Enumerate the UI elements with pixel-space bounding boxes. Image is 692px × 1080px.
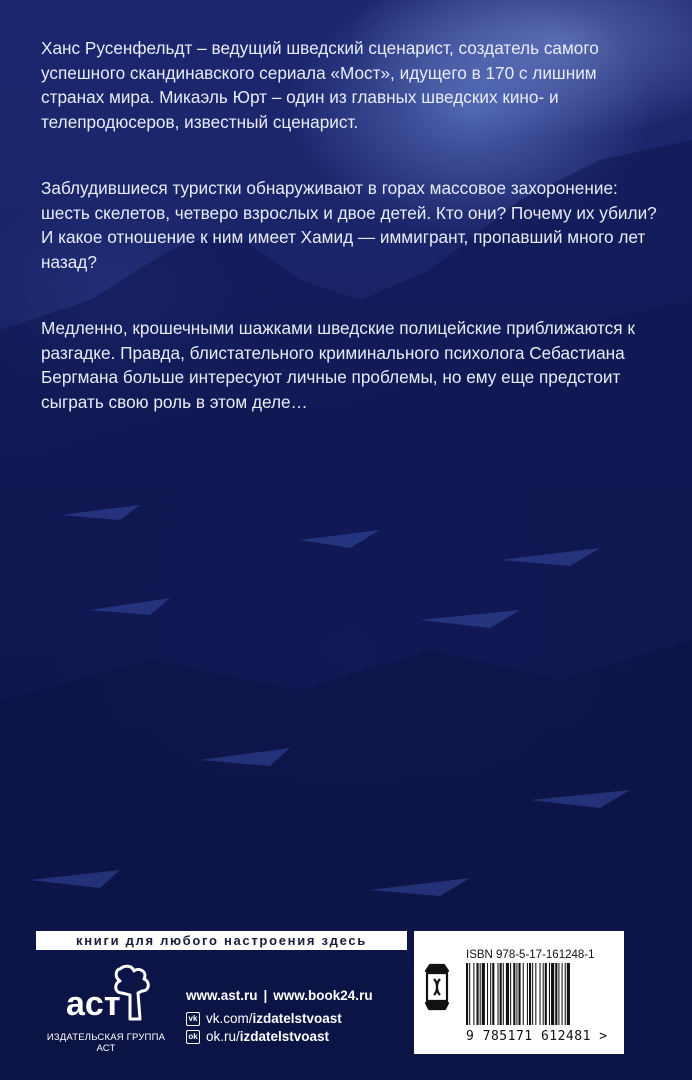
ok-link[interactable] (186, 1029, 329, 1044)
vk-handle: izdatelstvoast (252, 1011, 342, 1026)
barcode-bar (469, 963, 470, 1025)
book24-website-link[interactable]: www.book24.ru (273, 988, 373, 1003)
barcode-bar (510, 963, 511, 1025)
barcode-bar (466, 963, 468, 1025)
ast-website-link[interactable]: www.ast.ru (186, 988, 258, 1003)
ast-logo-icon (52, 963, 172, 1023)
barcode-bar (492, 963, 494, 1025)
barcode-bar (480, 963, 481, 1025)
barcode-bar (551, 963, 554, 1025)
vk-link[interactable] (186, 1011, 342, 1026)
barcode-bar (519, 963, 521, 1025)
barcode-bar (529, 963, 531, 1025)
barcode-bar (567, 963, 570, 1025)
barcode-bar (545, 963, 547, 1025)
barcode-bar (565, 963, 566, 1025)
barcode-bar (527, 963, 528, 1025)
logo-text: аст (66, 985, 121, 1023)
plot-summary-text: Заблудившиеся туристки обнаруживают в горах массовое захоронение: шесть скелетов, четверо взрослых и двое детей. Кто они? Почему их убили? И какое отношение к ним имеет Хамид — иммигрант, пропавший много лет назад? (41, 178, 657, 272)
barcode-bar (498, 963, 499, 1025)
barcode-bar (477, 963, 479, 1025)
barcode-bar (473, 963, 474, 1025)
plot-teaser-text: Медленно, крошечными шажками шведские полицейские приближаются к разгадке. Правда, блистательного криминального психолога Себастиана Бергмана больше интересуют личные проблемы, но ему еще предстоит сыграть свою роль в этом деле… (41, 318, 635, 412)
slogan-banner: книги для любого настроения здесь (36, 931, 407, 950)
link-separator: | (263, 988, 268, 1003)
vk-prefix: vk.com/ (206, 1011, 253, 1026)
web-links (186, 988, 373, 1003)
plot-teaser (41, 316, 661, 414)
lantern-icon (420, 961, 454, 1013)
barcode-bar (549, 963, 550, 1025)
barcode-bar (500, 963, 502, 1025)
barcode-bar (503, 963, 504, 1025)
barcode-bar (543, 963, 544, 1025)
ok-icon: ok (186, 1030, 200, 1044)
barcode-bar (482, 963, 485, 1025)
isbn-number: ISBN 978-5-17-161248-1 (466, 949, 595, 961)
barcode-bar (516, 963, 517, 1025)
barcode-bar (523, 963, 524, 1025)
barcode-bars (464, 963, 614, 1027)
ok-prefix: ok.ru/ (206, 1029, 240, 1044)
vk-icon: vk (186, 1012, 200, 1026)
barcode-bar (555, 963, 557, 1025)
barcode-bar (558, 963, 559, 1025)
barcode-bar (506, 963, 509, 1025)
barcode-bar (532, 963, 533, 1025)
barcode-bar (535, 963, 536, 1025)
author-bio (41, 36, 661, 134)
ok-handle: izdatelstvoast (239, 1029, 330, 1044)
barcode-bar (562, 963, 563, 1025)
publisher-name: ИЗДАТЕЛЬСКАЯ ГРУППА АСТ (46, 1032, 166, 1054)
author-bio-text: Ханс Русенфельдт – ведущий шведский сценарист, создатель самого успешного скандинавского сериала «Мост», идущего в 170 с лишним странах мира. Микаэль Юрт – один из главных шведских кино- и телепродюсеров, известный сценарист. (41, 38, 599, 132)
barcode-panel (414, 931, 624, 1054)
barcode-bar (513, 963, 515, 1025)
barcode-bar (490, 963, 491, 1025)
plot-summary (41, 176, 661, 274)
ean-digits: 9 785171 612481 > (466, 1029, 608, 1044)
barcode-bar (540, 963, 541, 1025)
barcode-bar (487, 963, 488, 1025)
